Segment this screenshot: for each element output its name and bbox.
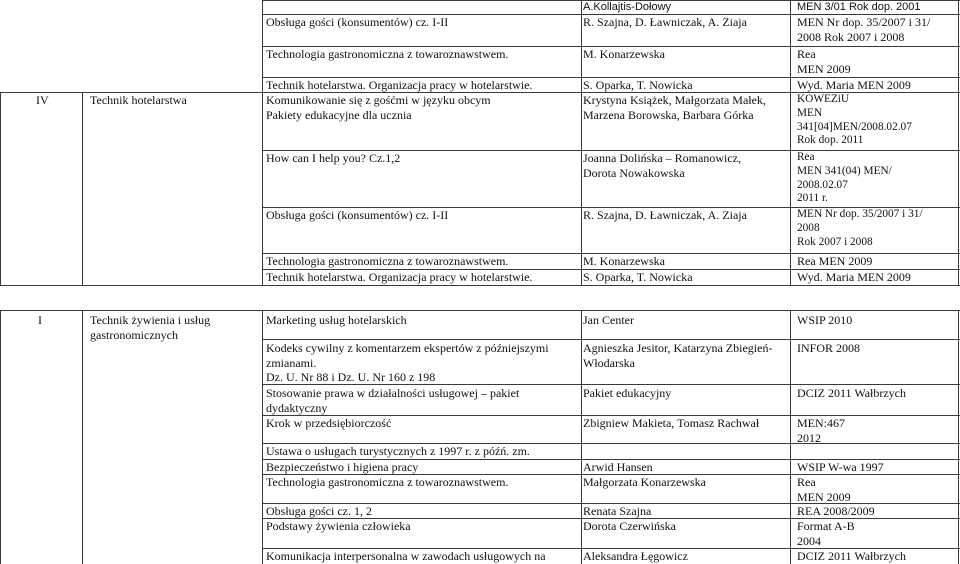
author-cell: Małgorzata Konarzewska	[583, 475, 706, 489]
author-cell: S. Oparka, T. Nowicka	[583, 78, 693, 92]
table-border	[958, 0, 959, 286]
class-number: IV	[36, 93, 49, 107]
table-border	[958, 310, 959, 564]
title-cell: Krok w przedsiębiorczość	[266, 416, 392, 430]
publisher-cell: WSIP W-wa 1997	[797, 460, 884, 474]
column-divider	[82, 92, 83, 286]
title-cell: Marketing usług hotelarskich	[266, 313, 407, 327]
author-cell: Pakiet edukacyjny	[583, 386, 672, 400]
author-cell: Jan Center	[583, 313, 634, 327]
title-cell: Technologia gastronomiczna z towaroznawstwem.	[266, 475, 509, 489]
title-cell: Technologia gastronomiczna z towaroznawstwem.	[266, 47, 509, 61]
author-cell: Krystyna Książek, Małgorzata Małek, Marzena Borowska, Barbara Górka	[583, 93, 766, 122]
column-divider	[262, 310, 263, 564]
author-cell: M. Konarzewska	[583, 254, 665, 268]
title-cell: Obsługa gości (konsumentów) cz. I-II	[266, 15, 449, 29]
table-border	[0, 285, 960, 286]
table-border	[0, 310, 960, 311]
publisher-cell: REA 2008/2009	[797, 504, 875, 518]
publisher-cell: Rea MEN 2009	[797, 254, 873, 268]
publisher-cell: Wyd. Maria MEN 2009	[797, 78, 911, 92]
publisher-cell: DCIZ 2011 Wałbrzych	[797, 549, 907, 563]
author-cell: S. Oparka, T. Nowicka	[583, 270, 693, 284]
row-divider	[262, 339, 960, 340]
publisher-cell: MEN:467 2012	[797, 416, 845, 445]
publisher-cell: KOWEZiU MEN 341[04]MEN/2008.02.07 Rok dop. 2011	[797, 93, 912, 147]
author-cell: A.Kollajtis-Dołowy	[583, 1, 672, 13]
author-cell: Renata Szajna	[583, 504, 652, 518]
author-cell: Aleksandra Łęgowicz	[583, 549, 688, 563]
title-cell: Ustawa o usługach turystycznych z 1997 r. z późń. zm.	[266, 444, 530, 458]
publisher-cell: Format A-B 2004	[797, 519, 855, 548]
publisher-cell: DCIZ 2011 Wałbrzych	[797, 386, 907, 400]
title-cell: Obsługa gości (konsumentów) cz. I-II	[266, 208, 449, 222]
column-divider	[581, 0, 582, 286]
title-cell: How can I help you? Cz.1,2	[266, 151, 401, 165]
author-cell: Dorota Czerwińska	[583, 519, 676, 533]
column-divider	[790, 0, 791, 286]
title-cell: Bezpieczeństwo i higiena pracy	[266, 460, 419, 474]
author-cell: R. Szajna, D. Ławniczak, A. Ziaja	[583, 15, 747, 29]
column-divider	[790, 310, 791, 564]
column-divider	[82, 310, 83, 564]
title-cell: Stosowanie prawa w działalności usługowej – pakiet dydaktyczny	[266, 386, 520, 415]
title-cell: Technik hotelarstwa. Organizacja pracy w hotelarstwie.	[266, 270, 533, 284]
title-cell: Kodeks cywilny z komentarzem ekspertów z późniejszymi zmianami. Dz. U. Nr 88 i Dz. U. Nr 160 z 198	[266, 341, 549, 384]
table-border	[0, 92, 1, 286]
author-cell: M. Konarzewska	[583, 47, 665, 61]
title-cell: Obsługa gości cz. 1, 2	[266, 504, 372, 518]
table-border	[0, 310, 1, 564]
title-cell: Technik hotelarstwa. Organizacja pracy w hotelarstwie.	[266, 78, 533, 92]
title-cell: Technologia gastronomiczna z towaroznawstwem.	[266, 254, 509, 268]
profession-name: Technik hotelarstwa	[90, 93, 187, 107]
publisher-cell: INFOR 2008	[797, 341, 861, 355]
profession-name: Technik żywienia i usług gastronomicznych	[90, 313, 211, 342]
title-cell: Podstawy żywienia człowieka	[266, 519, 411, 533]
publisher-cell: MEN Nr dop. 35/2007 i 31/ 2008 Rok 2007 i 2008	[797, 208, 923, 248]
publisher-cell: MEN Nr dop. 35/2007 i 31/ 2008 Rok 2007 i 2008	[797, 15, 931, 44]
title-cell: Komunikacja interpersonalna w zawodach usługowych na	[266, 549, 546, 563]
publisher-cell: MEN 3/01 Rok dop. 2001	[797, 1, 921, 13]
column-divider	[262, 0, 263, 286]
publisher-cell: Wyd. Maria MEN 2009	[797, 270, 911, 284]
author-cell: Zbigniew Makieta, Tomasz Rachwał	[583, 416, 760, 430]
publisher-cell: Rea MEN 341(04) MEN/ 2008.02.07 2011 r.	[797, 151, 892, 205]
title-cell: Komunikowanie się z gośćmi w języku obcym Pakiety edukacyjne dla ucznia	[266, 93, 491, 122]
author-cell: Agnieszka Jesitor, Katarzyna Zbiegień- Włodarska	[583, 341, 773, 370]
column-divider	[581, 310, 582, 564]
publisher-cell: WSIP 2010	[797, 313, 853, 327]
publisher-cell: Rea MEN 2009	[797, 475, 851, 504]
publisher-cell: Rea MEN 2009	[797, 47, 851, 76]
author-cell: Joanna Dolińska – Romanowicz, Dorota Nowakowska	[583, 151, 741, 180]
author-cell: R. Szajna, D. Ławniczak, A. Ziaja	[583, 208, 747, 222]
class-number: I	[38, 313, 42, 327]
author-cell: Arwid Hansen	[583, 460, 653, 474]
